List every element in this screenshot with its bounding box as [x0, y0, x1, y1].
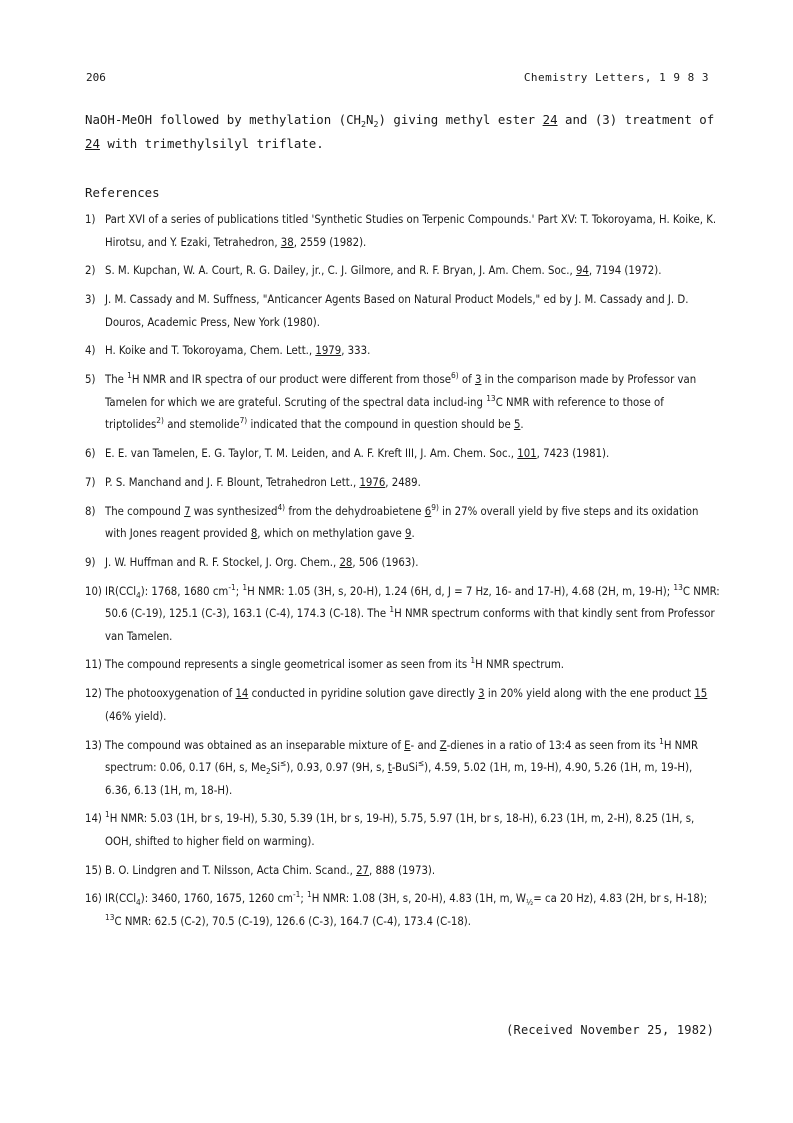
- journal-title: Chemistry Letters, 1 9 8 3: [523, 71, 709, 84]
- reference-13: 13) The compound was obtained as an inseparable mixture of E- and Z-dienes in a ratio of 13:4 as seen from its $^1$H NMR spectrum: 0.06, 0.17 (6H, s, $Me_2Si^\le$), 0.93, 0.97 (9H, s, t-BuSi≤), 4.59, 5.02 (1H, m, 19-H), 4.90, 5.26 (1H, m, 19-H), 6.36, 6.13 (1H, m, 18-H).: [85, 735, 699, 797]
- reference-10: 10) IR(CCl$_4$): 1768, 1680 $cm^{-1}$; $^1$H NMR: 1.05 (3H, s, 20-H), 1.24 (6H, d, J = 7 Hz, 16- and 17-H), 4.68 (2H, m, 19-H); $^{13}$C NMR: 50.6 (C-19), 125.1 (C-3), 163.1 (C-4), 174.3 (C-18). The $^1$H NMR spectrum conforms with that kindly sent from Professor van Tamelen.: [85, 581, 720, 643]
- references-heading: References: [85, 185, 160, 200]
- received-date: (Received November 25, 1982): [506, 1023, 714, 1037]
- reference-9: 9) J. W. Huffman and R. F. Stockel, J. Org. Chem., 28, 506 (1963).: [85, 555, 419, 569]
- reference-14: 14) $^1$H NMR: 5.03 (1H, br s, 19-H), 5.30, 5.39 (1H, br s, 19-H), 5.75, 5.97 (1H, br s, 18-H), 6.23 (1H, m, 2-H), 8.25 (1H, s, OOH, shifted to higher field on warming).: [85, 809, 695, 848]
- reference-8: 8) The compound 7 was synthesized$^{4)}$ from the dehydroabietene 6$^{9)}$ in 27% overall yield by five steps and its oxidation with Jones reagent provided 8, which on methylation gave 9.: [85, 501, 699, 541]
- reference-12: 12) The photooxygenation of 14 conducted in pyridine solution gave directly 3 in 20% yield along with the ene product 15 (46% yield).: [85, 687, 708, 723]
- reference-16: 16) IR(CCl$_4$): 3460, 1760, 1675, 1260 $cm^{-1}$; $^1$H NMR: 1.08 (3H, s, 20-H), 4.83 (1H, m, $W_{\frac{1}{2}}=$ ca 20 Hz), 4.83 (2H, br s, H-18); $^{13}$C NMR: 62.5 (C-2), 70.5 (C-19), 126.6 (C-3), 164.7 (C-4), 173.4 (C-18).: [85, 889, 708, 928]
- page-number: 206: [86, 71, 106, 84]
- reference-5: 5) The $^1$H NMR and IR spectra of our product were different from those$^{6)}$ of 3 in the comparison made by Professor van Tamelen for which we are grateful. Scruting of the spectral data includ-ing $^{13}$C NMR with reference to those of triptolides$^{2)}$ and stemolide$^{7)}$ indicated that the compound in question should be 5.: [85, 370, 697, 432]
- page-header: [86, 71, 709, 87]
- reference-4: 4) H. Koike and T. Tokoroyama, Chem. Lett., 1979, 333.: [85, 344, 371, 358]
- reference-7: 7) P. S. Manchand and J. F. Blount, Tetrahedron Lett., 1976, 2489.: [85, 475, 421, 489]
- reference-6: 6) E. E. van Tamelen, E. G. Taylor, T. M. Leiden, and A. F. Kreft III, J. Am. Chem. Soc., 101, 7423 (1981).: [85, 446, 610, 460]
- reference-11: 11) The compound represents a single geometrical isomer as seen from its $^1$H NMR spectrum.: [85, 655, 565, 672]
- reference-1: 1) Part XVI of a series of publications titled 'Synthetic Studies on Terpenic Compounds.' Part XV: T. Tokoroyama, H. Koike, K. Hirotsu, and Y. Ezaki, Tetrahedron, 38, 2559 (1982).: [85, 213, 717, 249]
- reference-15: 15) B. O. Lindgren and T. Nilsson, Acta Chim. Scand., 27, 888 (1973).: [85, 863, 436, 877]
- reference-2: 2) S. M. Kupchan, W. A. Court, R. G. Dailey, jr., C. J. Gilmore, and R. F. Bryan, J. Am. Chem. Soc., 94, 7194 (1972).: [85, 264, 662, 278]
- references-list: [85, 209, 721, 940]
- intro-paragraph: NaOH-MeOH followed by methylation $(CH_2N_2)$ giving methyl ester 24 and (3) treatment of 24 with trimethylsilyl triflate.: [85, 112, 715, 151]
- reference-3: 3) J. M. Cassady and M. Suffness, "Anticancer Agents Based on Natural Product Models," ed by J. M. Cassady and J. D. Douros, Academic Press, New York (1980).: [85, 293, 689, 329]
